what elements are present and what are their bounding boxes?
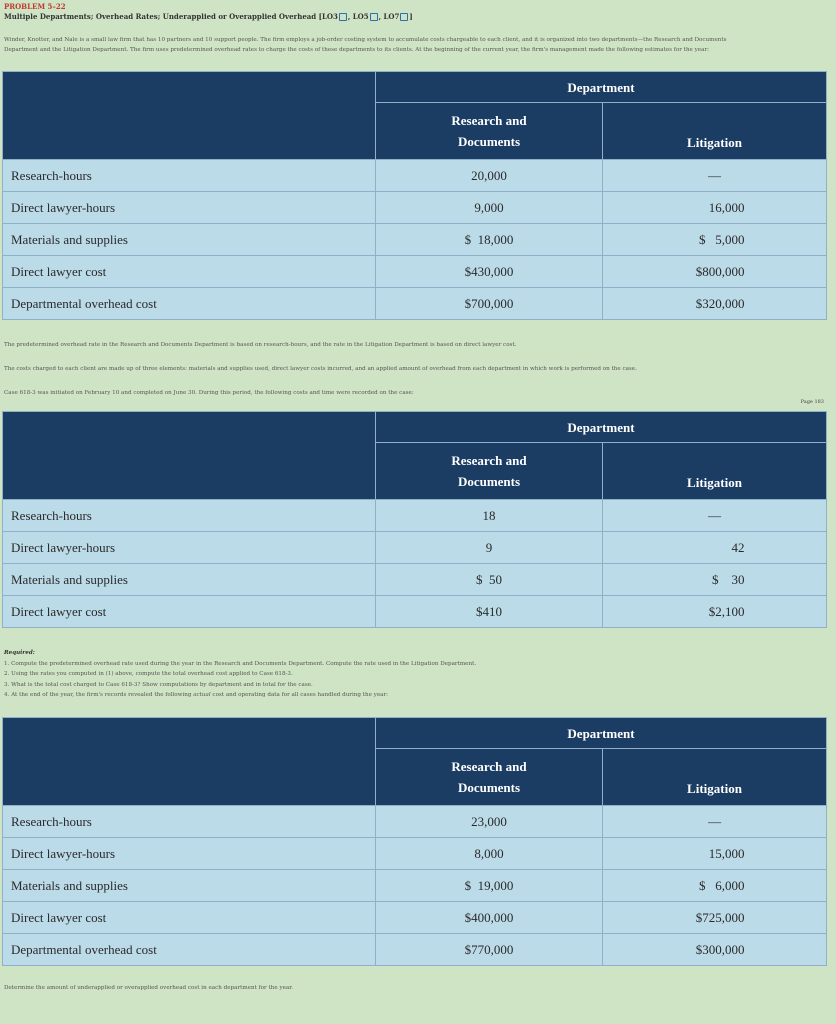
lit-value-text: $ 30 xyxy=(712,571,745,587)
problem-title-text: Multiple Departments; Overhead Rates; Underapplied or Overapplied Overhead [LO3 xyxy=(4,12,338,21)
case-table xyxy=(2,411,827,628)
rd-value: $700,000 xyxy=(376,288,603,320)
lit-value-text: $725,000 xyxy=(695,909,745,925)
blank-header xyxy=(3,718,376,806)
row-label: Research-hours xyxy=(3,806,376,838)
rd-value: 20,000 xyxy=(376,160,603,192)
rd-col-header xyxy=(376,749,603,806)
q4-post: cost and operating data for all cases handled during the year: xyxy=(210,692,389,698)
blank-header xyxy=(3,72,376,160)
question-4 xyxy=(4,690,476,701)
lit-value xyxy=(603,500,827,532)
table-row xyxy=(3,224,827,256)
lit-col-header: Litigation xyxy=(603,103,827,160)
lit-value-text: 42 xyxy=(731,539,745,555)
lit-value xyxy=(603,288,827,320)
rd-value: $ 18,000 xyxy=(376,224,603,256)
mid-line-1: The predetermined overhead rate in the Research and Documents Department is based on research-hours, and the rate in the Litigation Department is based on direct lawyer cost. xyxy=(4,342,517,348)
external-link-icon[interactable] xyxy=(370,13,378,21)
row-label: Direct lawyer-hours xyxy=(3,838,376,870)
table-row xyxy=(3,870,827,902)
table-row xyxy=(3,564,827,596)
lit-value xyxy=(603,934,827,966)
row-label: Materials and supplies xyxy=(3,870,376,902)
lit-value-text: — xyxy=(708,813,721,829)
rd-value: 9 xyxy=(376,532,603,564)
row-label: Materials and supplies xyxy=(3,224,376,256)
rd-value: 18 xyxy=(376,500,603,532)
lo5-text: , LO5 xyxy=(347,12,369,21)
row-label: Research-hours xyxy=(3,160,376,192)
rd-value: 23,000 xyxy=(376,806,603,838)
lit-value-text: $ 6,000 xyxy=(699,877,745,893)
external-link-icon[interactable] xyxy=(400,13,408,21)
rd-value: 9,000 xyxy=(376,192,603,224)
lit-value-text: 15,000 xyxy=(708,845,745,861)
row-label: Materials and supplies xyxy=(3,564,376,596)
lit-value xyxy=(603,902,827,934)
rd-header-line2: Documents xyxy=(457,134,521,149)
table-row xyxy=(3,838,827,870)
problem-label: PROBLEM 5–22 xyxy=(4,2,66,11)
lit-value xyxy=(603,192,827,224)
table-row xyxy=(3,934,827,966)
rd-value: $770,000 xyxy=(376,934,603,966)
page-number: Page 183 xyxy=(800,399,824,405)
footer-instruction: Determine the amount of underapplied or overapplied overhead cost in each department for the year. xyxy=(4,985,294,991)
table-row xyxy=(3,596,827,628)
table-row xyxy=(3,160,827,192)
external-link-icon[interactable] xyxy=(339,13,347,21)
intro-line-2: Department and the Litigation Department. The firm uses predetermined overhead rates to charge the costs of these departments to its clients. At the beginning of the current year, the firm's management made the following estimates for the year: xyxy=(4,47,710,53)
row-label: Departmental overhead cost xyxy=(3,288,376,320)
required-heading: Required: xyxy=(4,650,35,656)
rd-col-header xyxy=(376,443,603,500)
lit-value-text: $300,000 xyxy=(695,941,745,957)
required-section xyxy=(4,648,476,701)
department-header: Department xyxy=(376,718,827,749)
department-header: Department xyxy=(376,412,827,443)
rd-value: $410 xyxy=(376,596,603,628)
lit-col-header: Litigation xyxy=(603,749,827,806)
actual-table xyxy=(2,717,827,966)
mid-line-2: The costs charged to each client are made up of three elements: materials and supplies used, direct lawyer costs incurred, and an applied amount of overhead from each department in which work is performed on the case. xyxy=(4,366,637,372)
estimates-table xyxy=(2,71,827,320)
rd-value: $ 50 xyxy=(376,564,603,596)
lit-value xyxy=(603,224,827,256)
rd-header-line1: Research and xyxy=(451,113,527,128)
q4-emphasis: actual xyxy=(193,692,211,698)
title-end: ] xyxy=(409,12,413,21)
lit-value xyxy=(603,532,827,564)
rd-value: 8,000 xyxy=(376,838,603,870)
lit-value xyxy=(603,870,827,902)
rd-value: $430,000 xyxy=(376,256,603,288)
table-row xyxy=(3,806,827,838)
lit-value-text: — xyxy=(708,167,721,183)
lit-value xyxy=(603,838,827,870)
question-2: 2. Using the rates you computed in (1) above, compute the total overhead cost applied to Case 618-3. xyxy=(4,671,293,677)
table-row xyxy=(3,256,827,288)
lit-value-text: $320,000 xyxy=(695,295,745,311)
mid-line-3: Case 618-3 was initiated on February 10 and completed on June 30. During this period, the following costs and time were recorded on the case: xyxy=(4,390,414,396)
rd-header-line1: Research and xyxy=(451,453,527,468)
table-row xyxy=(3,500,827,532)
table-row xyxy=(3,902,827,934)
lit-value-text: 16,000 xyxy=(708,199,745,215)
lit-value-text: $2,100 xyxy=(708,603,745,619)
row-label: Direct lawyer-hours xyxy=(3,192,376,224)
lit-value xyxy=(603,806,827,838)
table-row xyxy=(3,288,827,320)
lit-value-text: — xyxy=(708,507,721,523)
lit-value-text: $ 5,000 xyxy=(699,231,745,247)
blank-header xyxy=(3,412,376,500)
table-row xyxy=(3,192,827,224)
lit-value xyxy=(603,160,827,192)
rd-value: $ 19,000 xyxy=(376,870,603,902)
row-label: Direct lawyer cost xyxy=(3,902,376,934)
rd-value: $400,000 xyxy=(376,902,603,934)
rd-col-header xyxy=(376,103,603,160)
problem-title xyxy=(4,12,413,21)
lit-value xyxy=(603,564,827,596)
row-label: Direct lawyer cost xyxy=(3,256,376,288)
row-label: Direct lawyer cost xyxy=(3,596,376,628)
rd-header-line1: Research and xyxy=(451,759,527,774)
lit-col-header: Litigation xyxy=(603,443,827,500)
table-row xyxy=(3,532,827,564)
lit-value-text: $800,000 xyxy=(695,263,745,279)
row-label: Departmental overhead cost xyxy=(3,934,376,966)
department-header: Department xyxy=(376,72,827,103)
rd-header-line2: Documents xyxy=(457,474,521,489)
lit-value xyxy=(603,256,827,288)
question-3: 3. What is the total cost charged to Case 618-3? Show computations by department and in total for the case. xyxy=(4,681,313,688)
question-1: 1. Compute the predetermined overhead rate used during the year in the Research and Documents Department. Compute the rate used in the Litigation Department. xyxy=(4,660,477,667)
intro-line-1: Winder, Knotter, and Nale is a small law firm that has 10 partners and 10 support people. The firm employs a job-order costing system to accumulate costs chargeable to each client, and it is organized into two departments—the Research and Documents xyxy=(4,37,727,43)
lo7-text: , LO7 xyxy=(378,12,400,21)
row-label: Direct lawyer-hours xyxy=(3,532,376,564)
row-label: Research-hours xyxy=(3,500,376,532)
rd-header-line2: Documents xyxy=(457,780,521,795)
lit-value xyxy=(603,596,827,628)
q4-pre: 4. At the end of the year, the firm's records revealed the following xyxy=(4,692,194,698)
